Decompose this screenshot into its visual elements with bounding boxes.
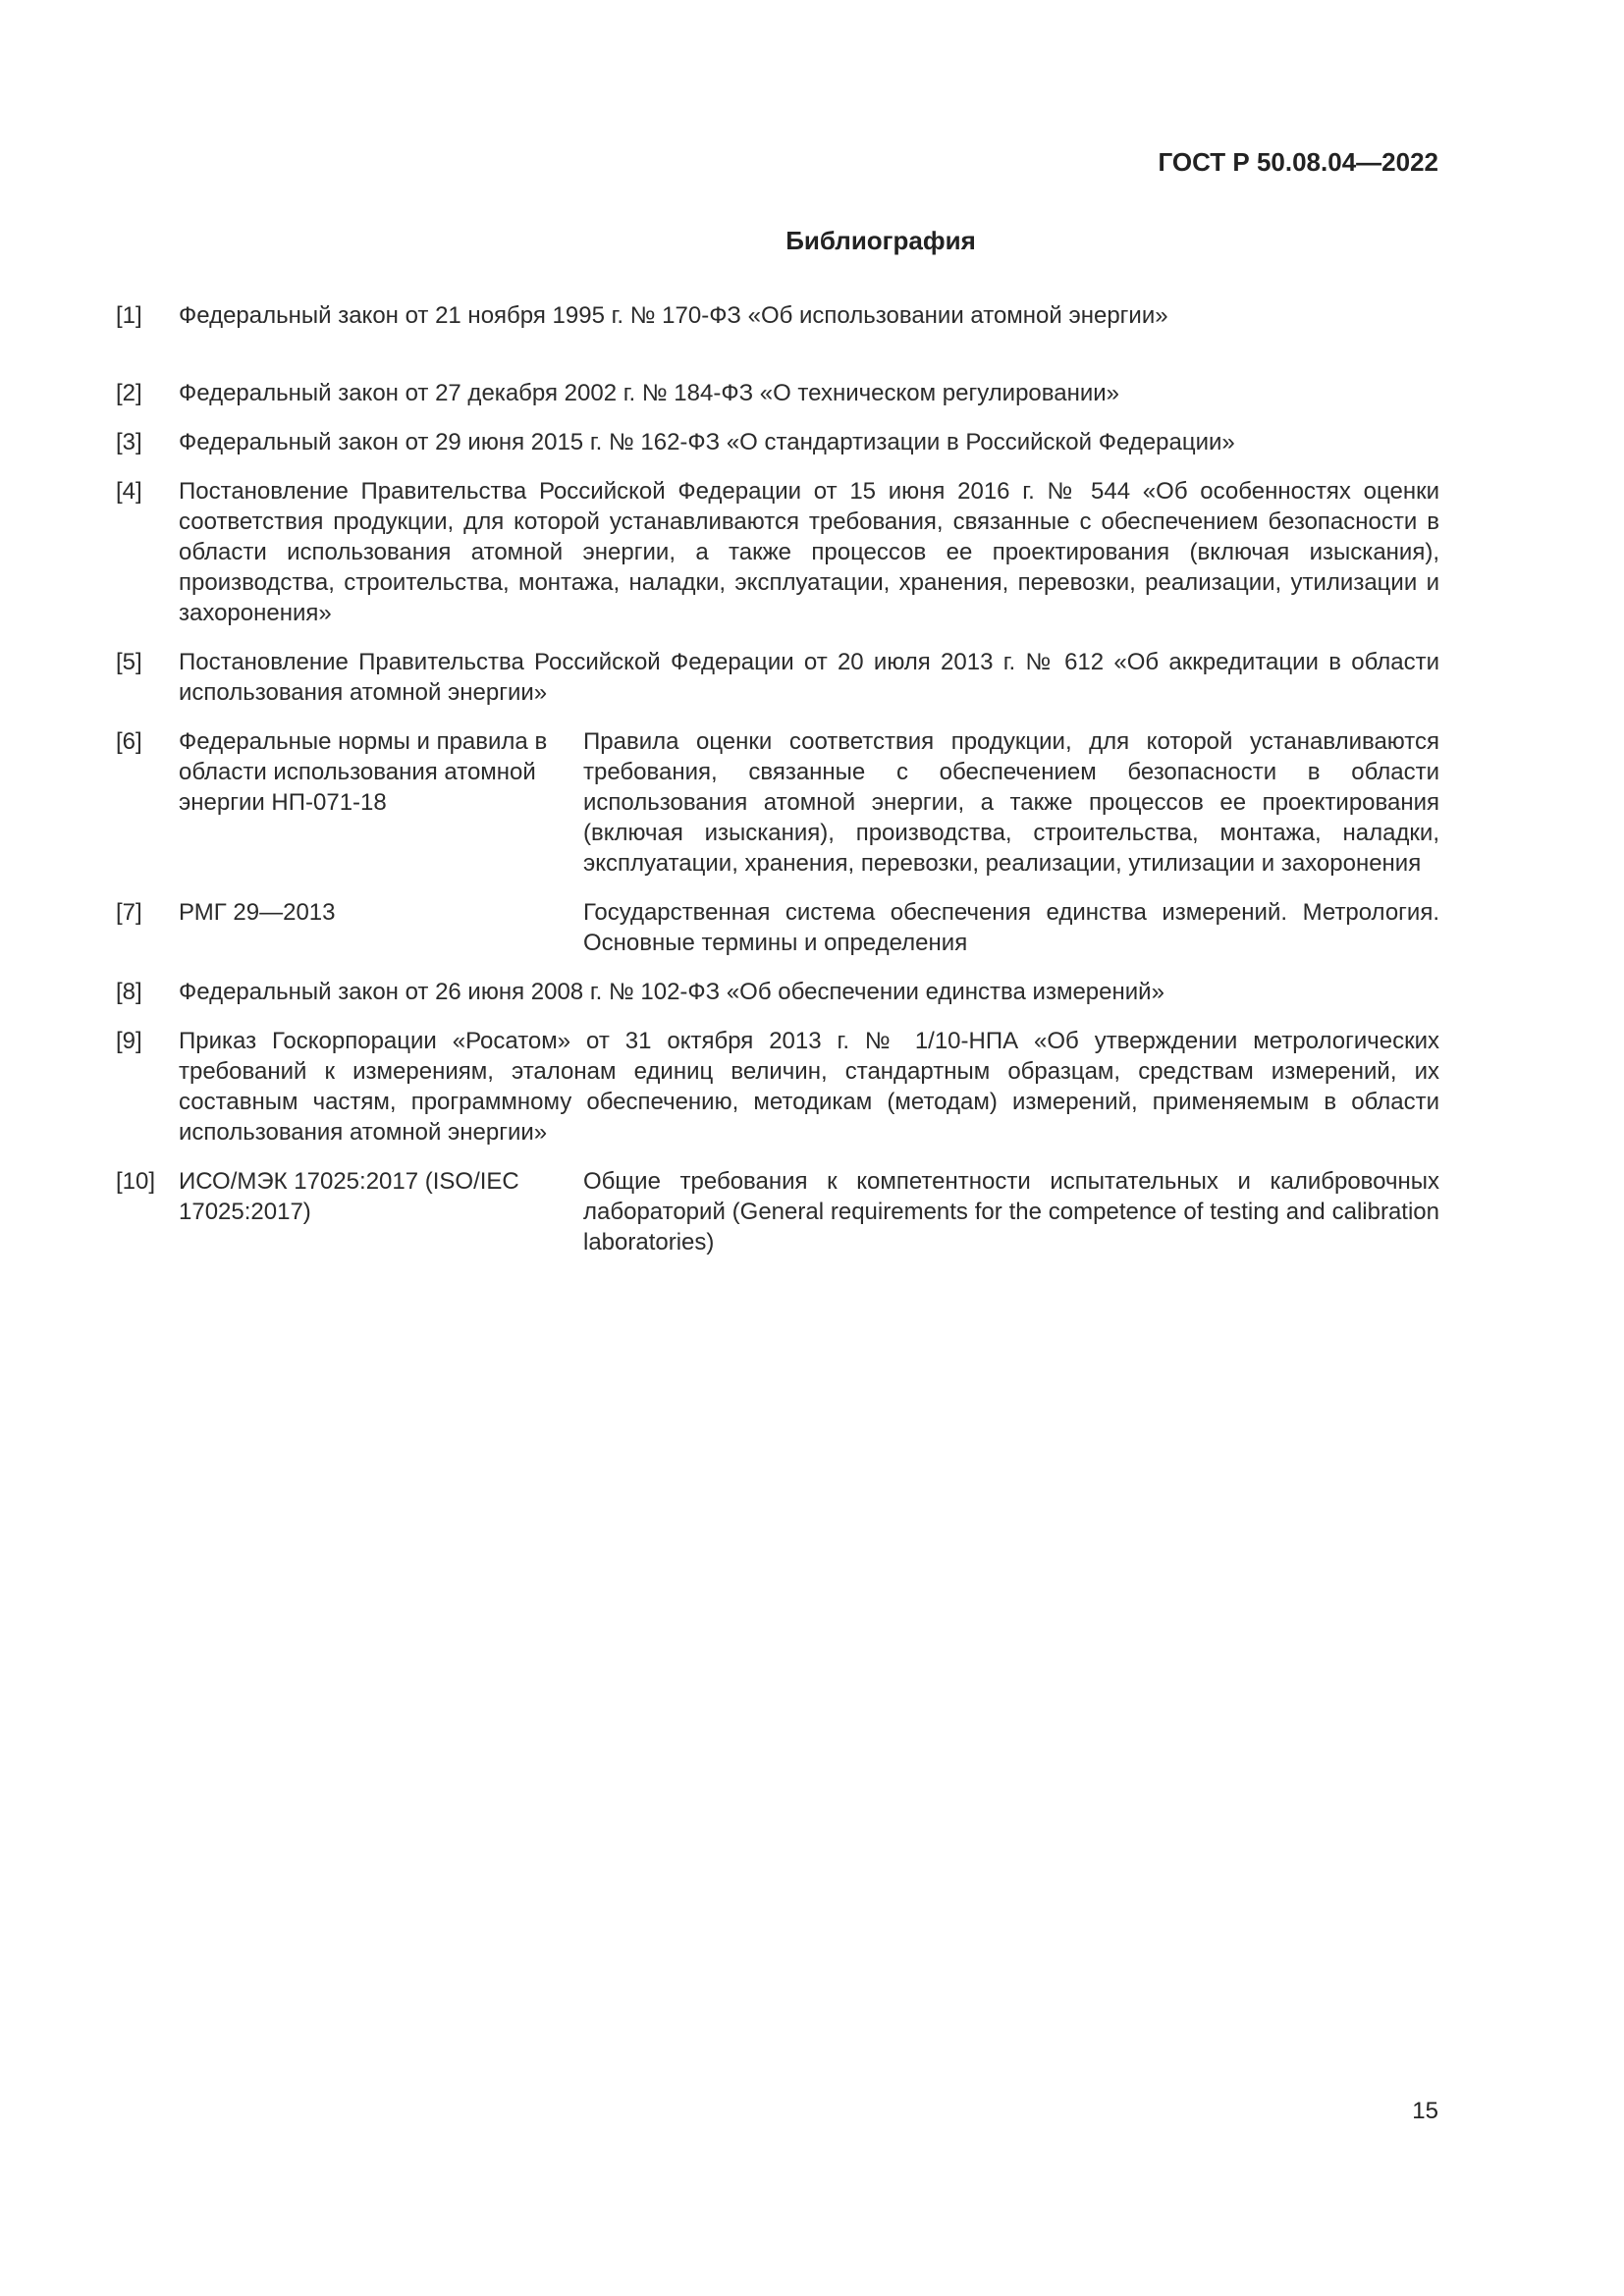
bibliography-entry-5 — [116, 647, 1439, 708]
entry-text: Федеральный закон от 21 ноября 1995 г. № 170-ФЗ «Об использовании атомной энергии» — [179, 302, 1168, 329]
entry-designation: РМГ 29—2013 — [179, 899, 336, 926]
entry-text: Постановление Правительства Российской Федерации от 20 июля 2013 г. № 612 «Об аккредитации в области использования атомной энергии» — [179, 649, 1439, 706]
bibliography-entry-7 — [116, 897, 1439, 958]
page-number: 15 — [1412, 2098, 1438, 2124]
entry-title: Правила оценки соответствия продукции, для которой устанавливаются требования, связанные с обеспечением безопасности в области использования атомной энергии, а также процессов ее проектирования (включая изыскания), производства, строительства, монтажа, наладки, эксплуатации, хранения, перевозки, реализации, утилизации и захоронения — [583, 728, 1439, 877]
entry-title: Государственная система обеспечения единства измерений. Метрология. Основные термины и определения — [583, 899, 1439, 956]
document-code: ГОСТ Р 50.08.04—2022 — [1158, 147, 1438, 177]
entry-text: Федеральный закон от 26 июня 2008 г. № 102-ФЗ «Об обеспечении единства измерений» — [179, 979, 1164, 1005]
entry-text: Федеральный закон от 29 июня 2015 г. № 162-ФЗ «О стандартизации в Российской Федерации» — [179, 429, 1235, 455]
entry-number: [5] — [116, 649, 142, 675]
entry-number: [3] — [116, 429, 142, 455]
entry-number: [7] — [116, 899, 142, 926]
entry-title: Общие требования к компетентности испытательных и калибровочных лабораторий (General requirements for the competence of testing and calibration laboratories) — [583, 1168, 1439, 1255]
entry-number: [6] — [116, 728, 142, 755]
bibliography-entry-2 — [116, 378, 1439, 408]
entry-text: Приказ Госкорпорации «Росатом» от 31 октября 2013 г. № 1/10-НПА «Об утверждении метрологических требований к измерениям, эталонам единиц величин, стандартным образцам, средствам измерений, их составным частям, программному обеспечению, методикам (методам) измерений, применяемым в области использования атомной энергии» — [179, 1028, 1439, 1146]
entry-number: [9] — [116, 1028, 142, 1054]
bibliography-entry-6 — [116, 726, 1439, 879]
entry-number: [8] — [116, 979, 142, 1005]
entry-number: [10] — [116, 1168, 156, 1195]
page-title: Библиография — [785, 226, 976, 255]
bibliography-entry-10 — [116, 1166, 1439, 1257]
bibliography-entry-1 — [116, 300, 1439, 331]
bibliography-list — [116, 300, 1439, 1257]
bibliography-entry-3 — [116, 427, 1439, 457]
bibliography-entry-8 — [116, 977, 1439, 1007]
bibliography-entry-9 — [116, 1026, 1439, 1148]
entry-designation: Федеральные нормы и правила в области использования атомной энергии НП-071-18 — [179, 728, 548, 816]
entry-text: Федеральный закон от 27 декабря 2002 г. № 184-ФЗ «О техническом регулировании» — [179, 380, 1120, 406]
entry-number: [1] — [116, 302, 142, 329]
entry-number: [2] — [116, 380, 142, 406]
entry-text: Постановление Правительства Российской Федерации от 15 июня 2016 г. № 544 «Об особенностях оценки соответствия продукции, для которой устанавливаются требования, связанные с обеспечением безопасности в области использования атомной энергии, а также процессов ее проектирования (включая изыскания), производства, строительства, монтажа, наладки, эксплуатации, хранения, перевозки, реализации, утилизации и захоронения» — [179, 478, 1439, 626]
entry-designation: ИСО/МЭК 17025:2017 (ISO/IEC 17025:2017) — [179, 1168, 519, 1225]
entry-number: [4] — [116, 478, 142, 505]
bibliography-entry-4 — [116, 476, 1439, 628]
